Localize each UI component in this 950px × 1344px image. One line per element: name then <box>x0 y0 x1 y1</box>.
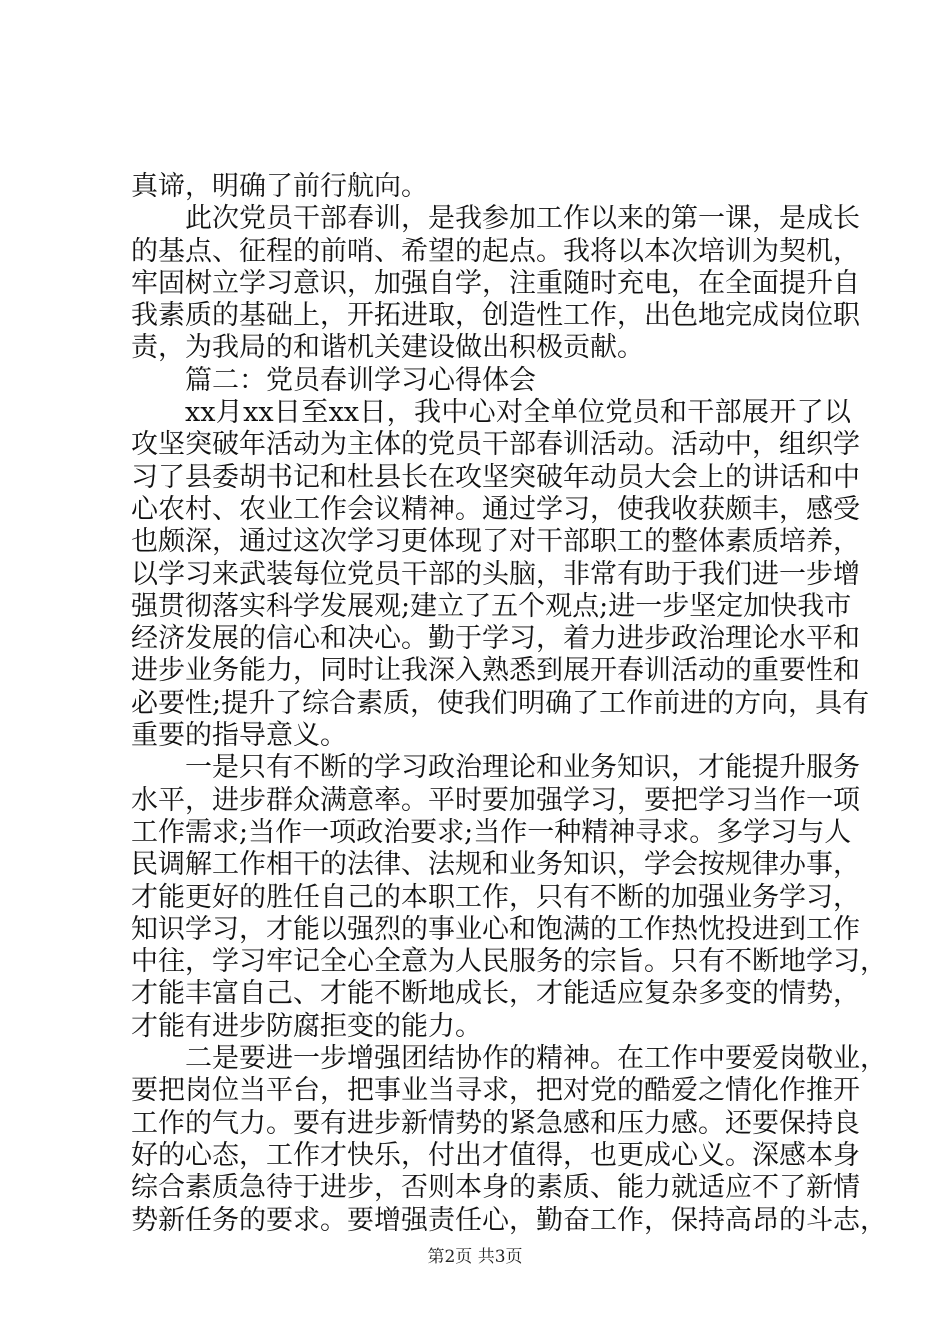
text-line: 势新任务的要求。要增强责任心，勤奋工作，保持高昂的斗志， <box>131 1204 887 1236</box>
text-line: 也颇深，通过这次学习更体现了对干部职工的整体素质培养， <box>131 526 860 558</box>
text-line: xx月xx日至xx日，我中心对全单位党员和干部展开了以 <box>185 397 851 429</box>
text-line: 水平，进步群众满意率。平时要加强学习，要把学习当作一项 <box>131 784 860 816</box>
text-line: 中往，学习牢记全心全意为人民服务的宗旨。只有不断地学习， <box>131 946 887 978</box>
text-line: 工作的气力。要有进步新情势的紧急感和压力感。还要保持良 <box>131 1107 860 1139</box>
text-line: 以学习来武装每位党员干部的头脑，非常有助于我们进一步增 <box>131 558 860 590</box>
text-line: 经济发展的信心和决心。勤于学习，着力进步政治理论水平和 <box>131 623 860 655</box>
text-line: 工作需求;当作一项政治要求;当作一种精神寻求。多学习与人 <box>131 816 852 848</box>
text-line: 攻坚突破年活动为主体的党员干部春训活动。活动中，组织学 <box>131 429 860 461</box>
text-line: 民调解工作相干的法律、法规和业务知识，学会按规律办事， <box>131 849 860 881</box>
text-line: 习了县委胡书记和杜县长在攻坚突破年动员大会上的讲话和中 <box>131 461 860 493</box>
text-line: 二是要进一步增强团结协作的精神。在工作中要爱岗敬业， <box>185 1043 887 1075</box>
text-line: 我素质的基础上，开拓进取，创造性工作，出色地完成岗位职 <box>131 300 860 332</box>
text-line: 好的心态，工作才快乐，付出才值得，也更成心义。深感本身 <box>131 1139 860 1171</box>
text-line: 才能更好的胜任自己的本职工作，只有不断的加强业务学习， <box>131 881 860 913</box>
text-line: 才能丰富自己、才能不断地成长，才能适应复杂多变的情势， <box>131 978 860 1010</box>
text-line: 真谛，明确了前行航向。 <box>131 171 428 202</box>
text-line: 重要的指导意义。 <box>131 720 347 752</box>
text-line: 的基点、征程的前哨、希望的起点。我将以本次培训为契机， <box>131 235 860 267</box>
text-line: 进步业务能力，同时让我深入熟悉到展开春训活动的重要性和 <box>131 655 860 687</box>
text-line: 牢固树立学习意识，加强自学，注重随时充电，在全面提升自 <box>131 267 860 299</box>
text-line: 篇二：党员春训学习心得体会 <box>185 364 536 396</box>
text-line: 一是只有不断的学习政治理论和业务知识，才能提升服务 <box>185 752 860 784</box>
text-line: 强贯彻落实科学发展观;建立了五个观点;进一步坚定加快我市 <box>131 590 852 622</box>
page-footer: 第2页 共3页 <box>427 1247 523 1267</box>
text-line: 责，为我局的和谐机关建设做出积极贡献。 <box>131 332 644 364</box>
text-line: 综合素质急待于进步，否则本身的素质、能力就适应不了新情 <box>131 1172 860 1204</box>
text-line: 心农村、农业工作会议精神。通过学习，使我收获颇丰，感受 <box>131 493 860 525</box>
document-body <box>131 171 887 1237</box>
text-line: 必要性;提升了综合素质，使我们明确了工作前进的方向，具有 <box>131 687 870 719</box>
text-line: 才能有进步防腐拒变的能力。 <box>131 1010 482 1042</box>
text-line: 此次党员干部春训，是我参加工作以来的第一课，是成长 <box>185 203 860 235</box>
text-line: 要把岗位当平台，把事业当寻求，把对党的酷爱之情化作推开 <box>131 1075 860 1107</box>
text-line: 知识学习，才能以强烈的事业心和饱满的工作热忱投进到工作 <box>131 913 860 945</box>
